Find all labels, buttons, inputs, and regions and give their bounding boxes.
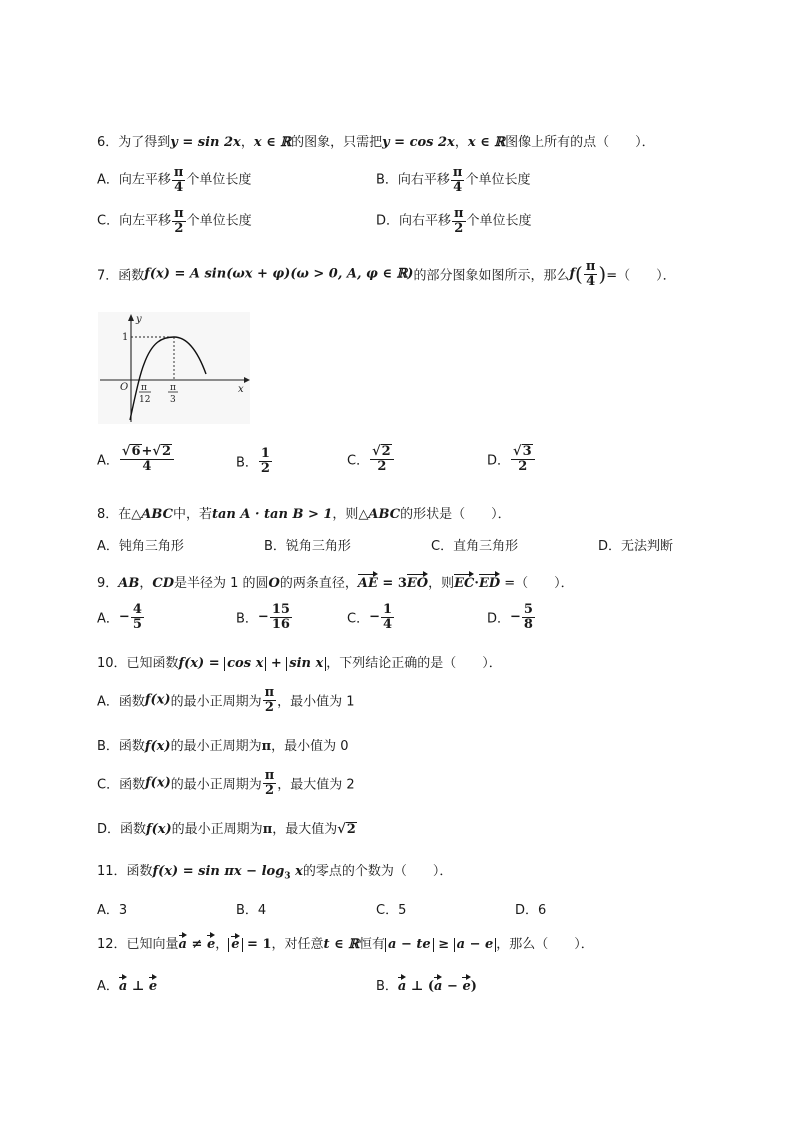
tick-one-label: 1 [122, 332, 129, 343]
fraction: $\frac{\pi}{2}$ [264, 768, 275, 798]
q7-option-b[interactable]: B． $\frac{1}{2}$ [236, 446, 270, 476]
fraction: $\frac{\pi}{4}$ [585, 259, 596, 289]
q9-stem: 9．AB，CD是半径为 1 的圆O的两条直径，AE = 3EO，则EC·ED =（ ）． [97, 576, 574, 591]
q7-option-a[interactable]: A． $\frac{√6+√2}{4}$ [97, 444, 175, 474]
q9-option-d[interactable]: D．− $\frac{5}{8}$ [487, 602, 533, 632]
q12-option-b[interactable]: B．a ⊥ (a − e) [376, 979, 477, 994]
q6-stem: 6．为了得到y = sin 2x，x ∈ ℝ的图象，只需把y = cos 2x，x ∈ ℝ图像上所有的点（ ）． [97, 135, 655, 150]
tick-pi12-den: 12 [139, 395, 151, 405]
q7-stem: 7．函数f(x) = A sin(ωx + φ)(ω > 0, A, φ ∈ ℝ)的部分图象如图所示，那么f( $\frac{\pi}{4}$ )=（ ）． [97, 259, 676, 289]
tick-pi3-den: 3 [170, 395, 176, 405]
x-label: x [238, 384, 244, 395]
fraction: $\frac{1}{2}$ [260, 446, 270, 476]
q7-option-d[interactable]: D． $\frac{√3}{2}$ [487, 444, 536, 474]
q6-option-d[interactable]: D．向右平移 $\frac{\pi}{2}$ 个单位长度 [376, 206, 532, 236]
q8-stem: 8．在△ABC中，若tan A · tan B > 1，则△ABC的形状是（ ）． [97, 507, 511, 522]
graph-background [98, 312, 250, 424]
fraction: $\frac{15}{16}$ [271, 602, 290, 632]
q12-option-a[interactable]: A．a ⊥ e [97, 979, 158, 994]
q8-option-d[interactable]: D．无法判断 [598, 539, 674, 554]
q6-option-b[interactable]: B．向右平移 $\frac{\pi}{4}$ 个单位长度 [376, 165, 531, 195]
y-label: y [136, 314, 142, 325]
fraction: $\frac{5}{8}$ [523, 602, 533, 632]
fraction: $\frac{4}{5}$ [132, 602, 142, 632]
fraction: $\frac{√6+√2}{4}$ [120, 444, 174, 474]
q11-option-a[interactable]: A．3 [97, 903, 128, 918]
origin-label: O [120, 382, 129, 393]
tick-pi3-num: π [170, 383, 176, 393]
fraction: $\frac{√3}{2}$ [511, 444, 535, 474]
q11-option-c[interactable]: C．5 [376, 903, 407, 918]
q9-option-b[interactable]: B．− $\frac{15}{16}$ [236, 602, 290, 632]
q10-option-b[interactable]: B．函数f(x)的最小正周期为π，最小值为 0 [97, 739, 349, 754]
fraction: $\frac{\pi}{2}$ [454, 206, 464, 236]
fraction: $\frac{\pi}{2}$ [264, 685, 275, 715]
fraction: $\frac{\pi}{2}$ [174, 206, 184, 236]
q7-option-c[interactable]: C． $\frac{√2}{2}$ [347, 444, 395, 474]
q10-option-c[interactable]: C．函数f(x)的最小正周期为 $\frac{\pi}{2}$ ，最大值为 2 [97, 768, 355, 798]
tick-pi12-num: π [141, 383, 147, 393]
fraction: $\frac{\pi}{4}$ [173, 165, 184, 195]
q10-option-d[interactable]: D．函数f(x)的最小正周期为π，最大值为√2 [97, 822, 356, 837]
q8-option-a[interactable]: A．钝角三角形 [97, 539, 184, 554]
fraction: $\frac{√2}{2}$ [370, 444, 394, 474]
q10-option-a[interactable]: A．函数f(x)的最小正周期为 $\frac{\pi}{2}$ ，最小值为 1 [97, 685, 355, 715]
q8-option-b[interactable]: B．锐角三角形 [264, 539, 351, 554]
fraction: $\frac{\pi}{4}$ [452, 165, 463, 195]
q11-option-d[interactable]: D．6 [515, 903, 547, 918]
q11-option-b[interactable]: B．4 [236, 903, 267, 918]
q8-option-c[interactable]: C．直角三角形 [431, 539, 519, 554]
q6-option-c[interactable]: C．向左平移 $\frac{\pi}{2}$ 个单位长度 [97, 206, 252, 236]
q10-stem: 10．已知函数f(x) = cos x + sin x ，下列结论正确的是（ ）． [97, 656, 502, 671]
q9-option-c[interactable]: C．− $\frac{1}{4}$ [347, 602, 393, 632]
q7-graph [98, 312, 250, 424]
q11-stem: 11．函数$f(x) = \sin \pi x - \log_3 x$的零点的个数为（ ）． [97, 864, 453, 882]
q9-option-a[interactable]: A．− $\frac{4}{5}$ [97, 602, 142, 632]
q12-stem: 12．已知向量a ≠ e， e = 1，对任意t ∈ ℝ恒有 a − te ≥ a − e ，那么（ ）． [97, 937, 594, 952]
fraction: $\frac{1}{4}$ [382, 602, 393, 632]
q6-option-a[interactable]: A．向左平移 $\frac{\pi}{4}$ 个单位长度 [97, 165, 252, 195]
